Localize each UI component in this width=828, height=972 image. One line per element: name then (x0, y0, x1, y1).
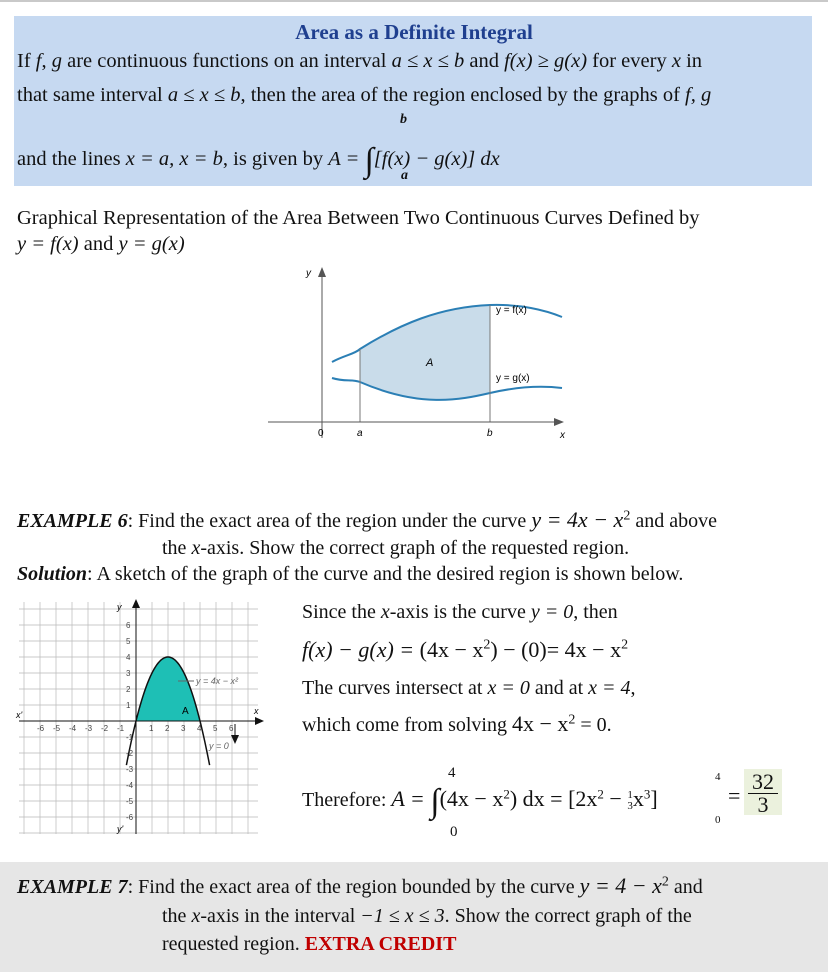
graph1-y-label: y (306, 268, 311, 279)
solving-line: which come from solving $4x - x^2 = 0$. (302, 711, 612, 736)
x-tick-label: -1 (117, 724, 125, 733)
y-tick-label: 1 (126, 701, 131, 710)
eval-upper: 4 (715, 771, 721, 783)
y-tick-label: -4 (126, 781, 134, 790)
x-tick-label: 4 (197, 724, 202, 733)
graph1-origin-label: 0 (318, 428, 324, 439)
graph2-axis-label: y = 0 (209, 741, 229, 751)
one-third-fraction: 1 3 (627, 789, 633, 813)
x-tick-label: -4 (69, 724, 77, 733)
graph2-x-label: x (254, 706, 259, 716)
graph2-area-label: A (182, 706, 189, 717)
since-line: Since the x-axis is the curve y = 0, then (302, 601, 618, 623)
x-tick-label: -5 (53, 724, 61, 733)
example7-line-3: requested region. EXTRA CREDIT (162, 933, 457, 955)
integral-symbol: ∫ (364, 142, 374, 179)
y-tick-label: -6 (126, 813, 134, 822)
y-tick-label: -1 (126, 733, 134, 742)
x-tick-label: 5 (213, 724, 218, 733)
result-fraction: 32 3 (748, 771, 778, 816)
integral-lower-limit: a (401, 168, 408, 183)
y-tick-label: 4 (126, 653, 131, 662)
y-tick-label: -2 (126, 749, 134, 758)
integral-symbol: ∫ (430, 783, 440, 820)
int-lower-limit: 0 (450, 824, 458, 840)
x-tick-label: 6 (229, 724, 234, 733)
graph2-xneg-label: x' (16, 710, 23, 720)
x-tick-label: 1 (149, 724, 154, 733)
x-arrow-icon (554, 418, 564, 426)
integral-upper-limit: b (400, 112, 407, 127)
graph1-f-label: y = f(x) (496, 305, 527, 316)
graph2-y-label: y (117, 602, 122, 612)
shaded-region-a (360, 305, 490, 400)
top-rule (0, 0, 828, 2)
solution-line: Solution: A sketch of the graph of the curve and the desired region is shown below. (17, 563, 684, 585)
extra-credit-label: EXTRA CREDIT (304, 933, 457, 955)
y-tick-label: 5 (126, 637, 131, 646)
x-tick-label: -2 (101, 724, 109, 733)
equals-sign: = (728, 783, 741, 808)
example7-line-2: the x-axis in the interval −1 ≤ x ≤ 3. Show the correct graph of the (162, 905, 692, 927)
y-tick-label: 3 (126, 669, 131, 678)
definition-title: Area as a Definite Integral (295, 20, 533, 44)
example6-line-2: the x-axis. Show the correct graph of the requested region. (162, 537, 630, 559)
y-tick-label: 2 (126, 685, 131, 694)
example6-line-1: EXAMPLE 6: Find the exact area of the region under the curve $y = 4x - x^2$ and above (17, 507, 717, 532)
x-tick-label: -6 (37, 724, 45, 733)
x-tick-label: -3 (85, 724, 93, 733)
difference-equation: $f(x) - g(x) = (4x - x^2) - (0)= 4x - x^2$ (302, 637, 629, 662)
definition-line-2: that same interval a ≤ x ≤ b, then the area of the region enclosed by the graphs of f, g (17, 84, 712, 106)
graph1-x-label: x (560, 430, 565, 441)
definition-line-3: and the lines x = a, x = b, is given by A = ∫[f(x) − g(x)] dx (17, 142, 500, 179)
y-tick-label: -5 (126, 797, 134, 806)
graph2-yneg-label: y' (117, 824, 124, 834)
int-upper-limit: 4 (448, 765, 456, 781)
graph1-area-label: A (426, 357, 434, 369)
graph-section-title: Graphical Representation of the Area Between Two Continuous Curves Defined by y = f(x) and y = g(x) (17, 207, 700, 255)
parabola-area-graph (14, 596, 266, 840)
intersect-line: The curves intersect at x = 0 and at x = 4, (302, 677, 636, 699)
y-arrow-icon (132, 599, 140, 608)
area-between-curves-graph (260, 262, 580, 452)
x-tick-label: 3 (181, 724, 186, 733)
y-tick-label: 6 (126, 621, 131, 630)
graph1-b-label: b (487, 428, 493, 439)
therefore-equation: Therefore: $A = \int(4x - x^2)$ dx = [$2x^2 - 1$ $3x^3$] (302, 783, 658, 820)
y-tick-label: -3 (126, 765, 134, 774)
graph1-a-label: a (357, 428, 363, 439)
x-tick-label: 2 (165, 724, 170, 733)
y-arrow-icon (318, 267, 326, 277)
graph2-curve-label: y = 4x − x² (196, 676, 239, 686)
definition-line-1: If f, g are continuous functions on an interval a ≤ x ≤ b and f(x) ≥ g(x) for every x in (17, 50, 703, 72)
x-arrow-icon (255, 717, 264, 725)
example7-line-1: EXAMPLE 7: Find the exact area of the region bounded by the curve $y = 4 - x^2$ and (17, 873, 703, 898)
graph1-g-label: y = g(x) (496, 373, 530, 384)
eval-lower: 0 (715, 814, 721, 826)
